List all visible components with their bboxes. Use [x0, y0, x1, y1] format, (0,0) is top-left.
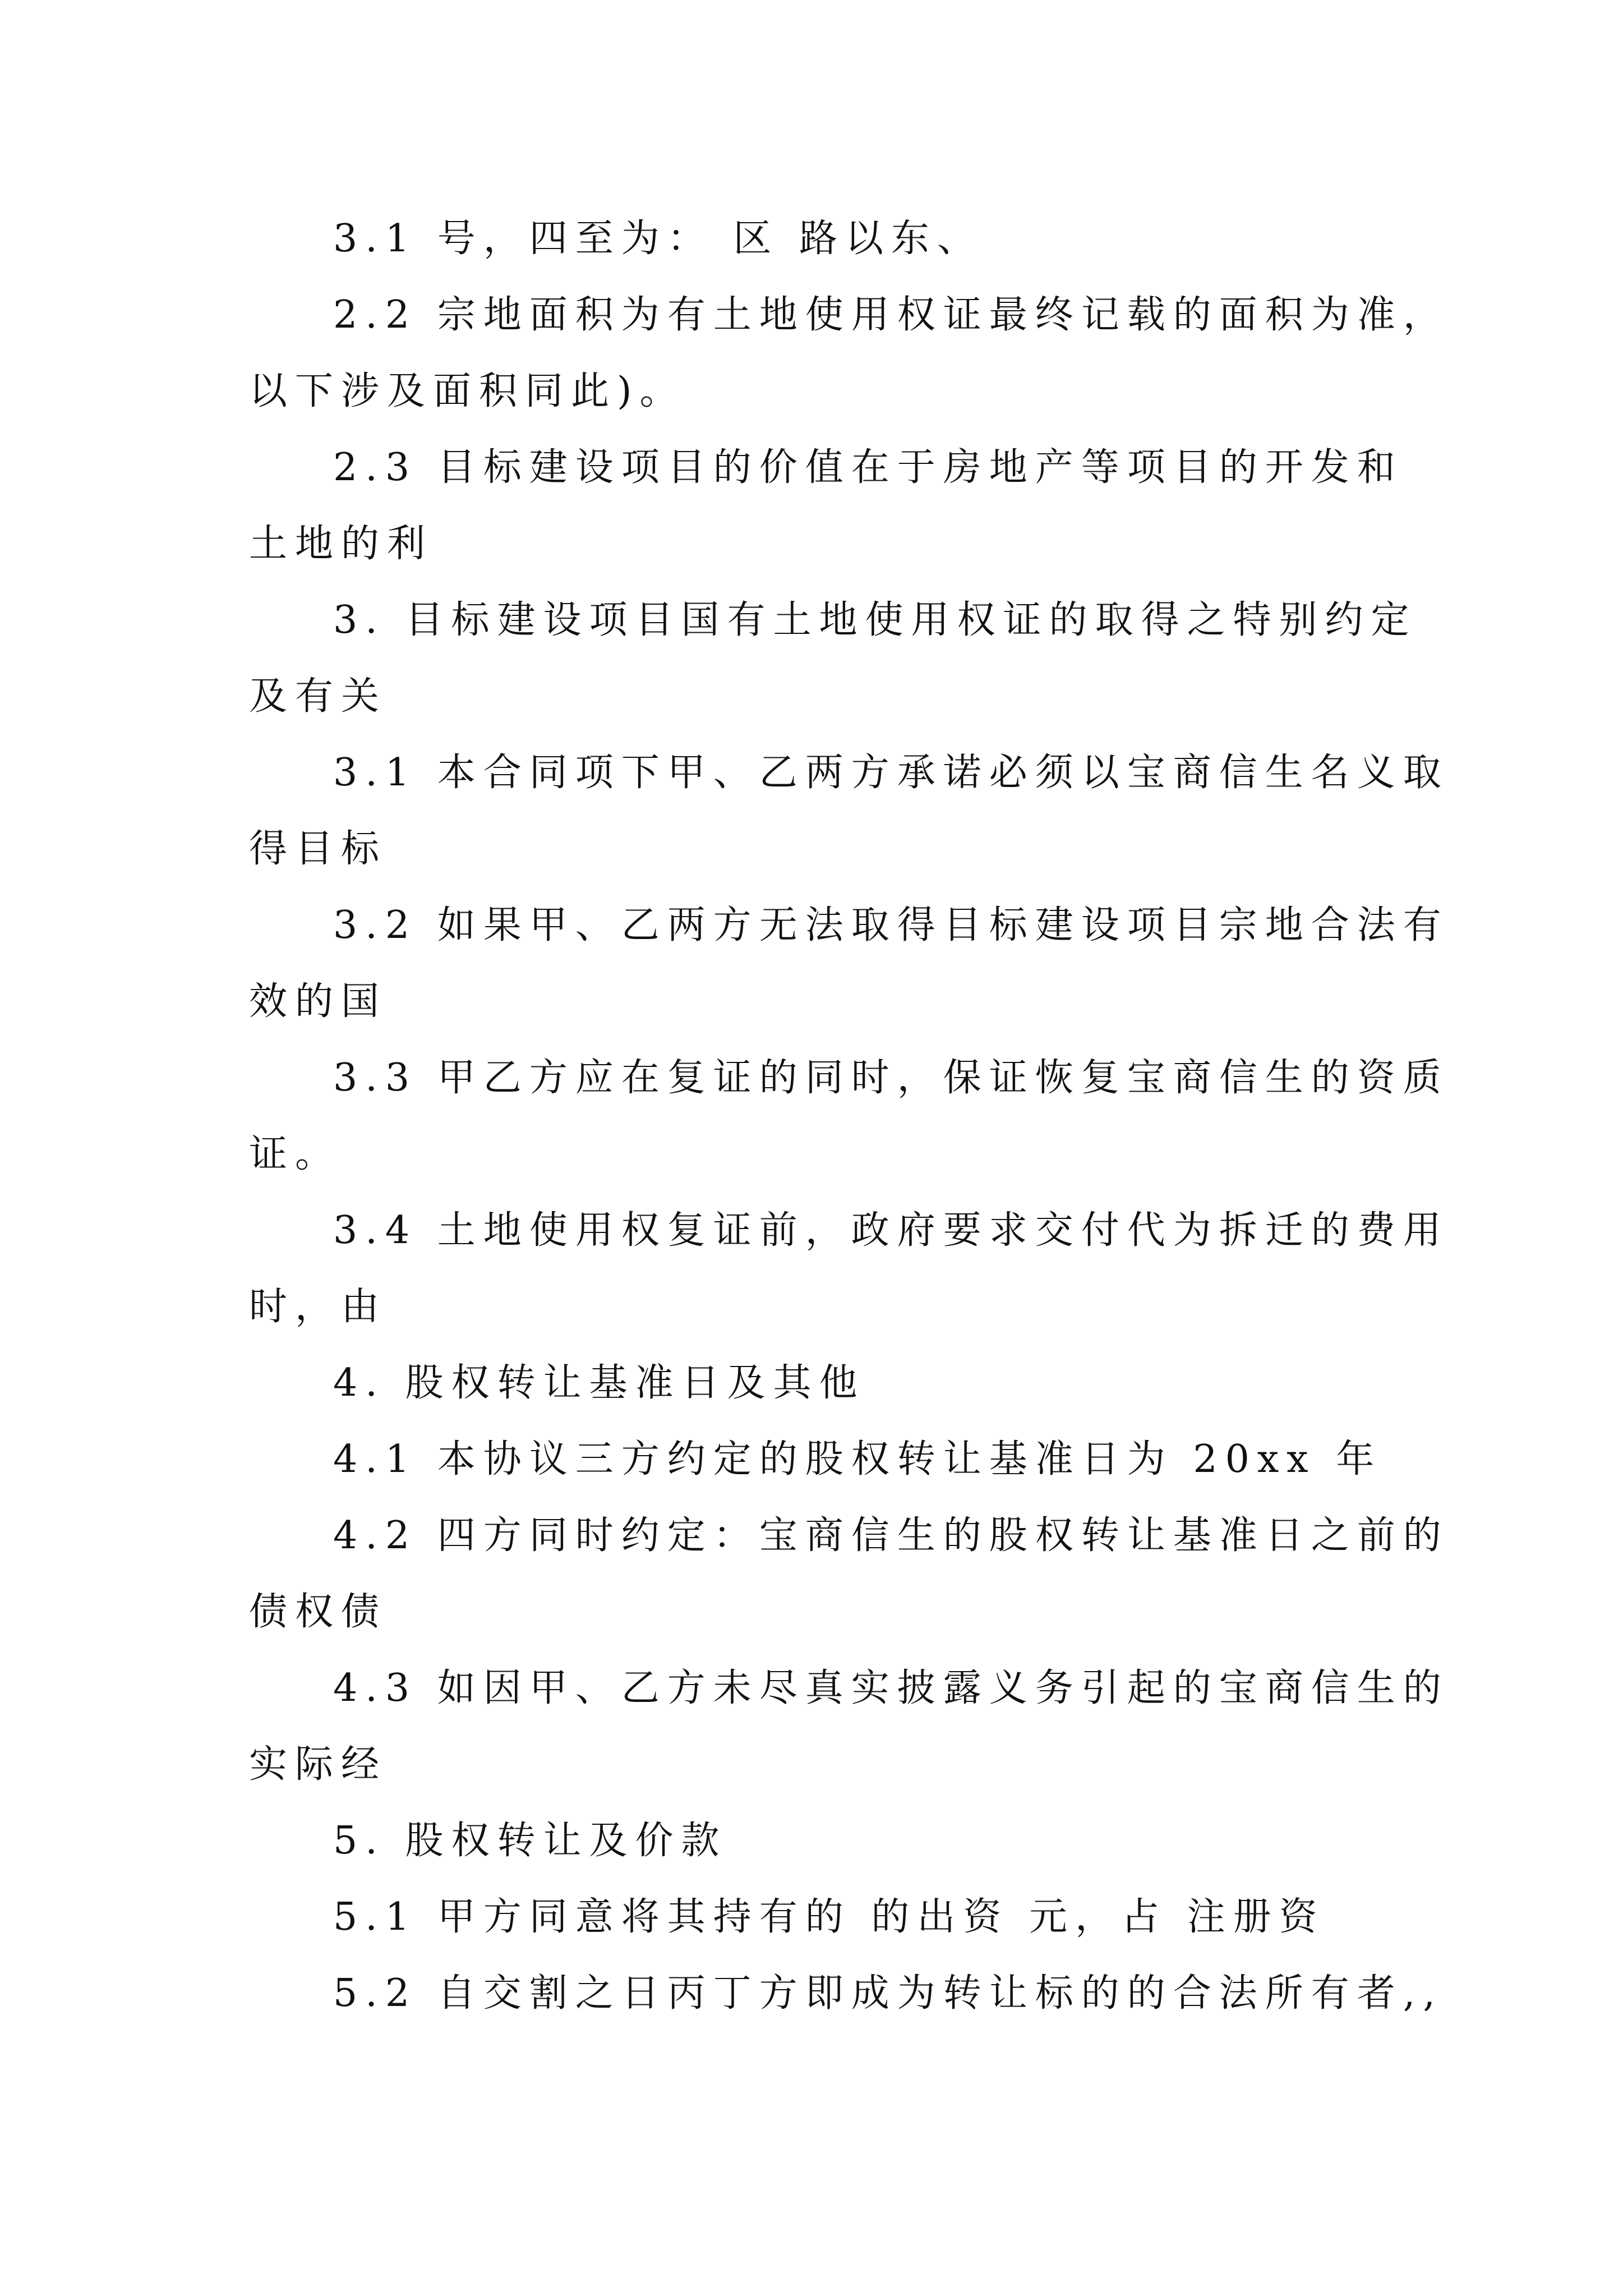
text-line: 及有关	[249, 674, 388, 719]
text-line: 3.4 土地使用权复证前，政府要求交付代为拆迁的费用	[333, 1208, 1449, 1253]
text-line: 3.2 如果甲、乙两方无法取得目标建设项目宗地合法有	[333, 903, 1449, 947]
text-line: 4. 股权转让基准日及其他	[333, 1361, 865, 1405]
text-line: 证。	[249, 1132, 342, 1176]
text-line: 以下涉及面积同此)。	[249, 369, 686, 413]
text-line: 2.2 宗地面积为有土地使用权证最终记载的面积为准，	[333, 293, 1449, 337]
text-line: 土地的利	[249, 522, 434, 566]
text-line: 效的国	[249, 979, 388, 1024]
text-line: 实际经	[249, 1742, 388, 1787]
text-line: 4.1 本协议三方约定的股权转让基准日为 20xx 年	[333, 1437, 1382, 1481]
text-line: 3. 目标建设项目国有土地使用权证的取得之特别约定	[333, 598, 1417, 642]
text-line: 得目标	[249, 827, 388, 871]
text-line: 时，由	[249, 1285, 388, 1329]
text-line: 4.3 如因甲、乙方未尽真实披露义务引起的宝商信生的	[333, 1666, 1449, 1710]
text-line: 2.3 目标建设项目的价值在于房地产等项目的开发和	[333, 445, 1403, 490]
text-line: 5. 股权转让及价款	[333, 1819, 727, 1863]
text-line: 3.3 甲乙方应在复证的同时，保证恢复宝商信生的资质	[333, 1056, 1449, 1100]
text-line: 5.2 自交割之日丙丁方即成为转让标的的合法所有者,,	[333, 1971, 1443, 2016]
text-line: 5.1 甲方同意将其持有的 的出资 元，占 注册资	[333, 1895, 1325, 1939]
text-line: 3.1 号，四至为： 区 路以东、	[333, 217, 983, 261]
text-line: 债权债	[249, 1590, 388, 1634]
text-line: 3.1 本合同项下甲、乙两方承诺必须以宝商信生名义取	[333, 751, 1449, 795]
text-line: 4.2 四方同时约定：宝商信生的股权转让基准日之前的	[333, 1513, 1449, 1558]
